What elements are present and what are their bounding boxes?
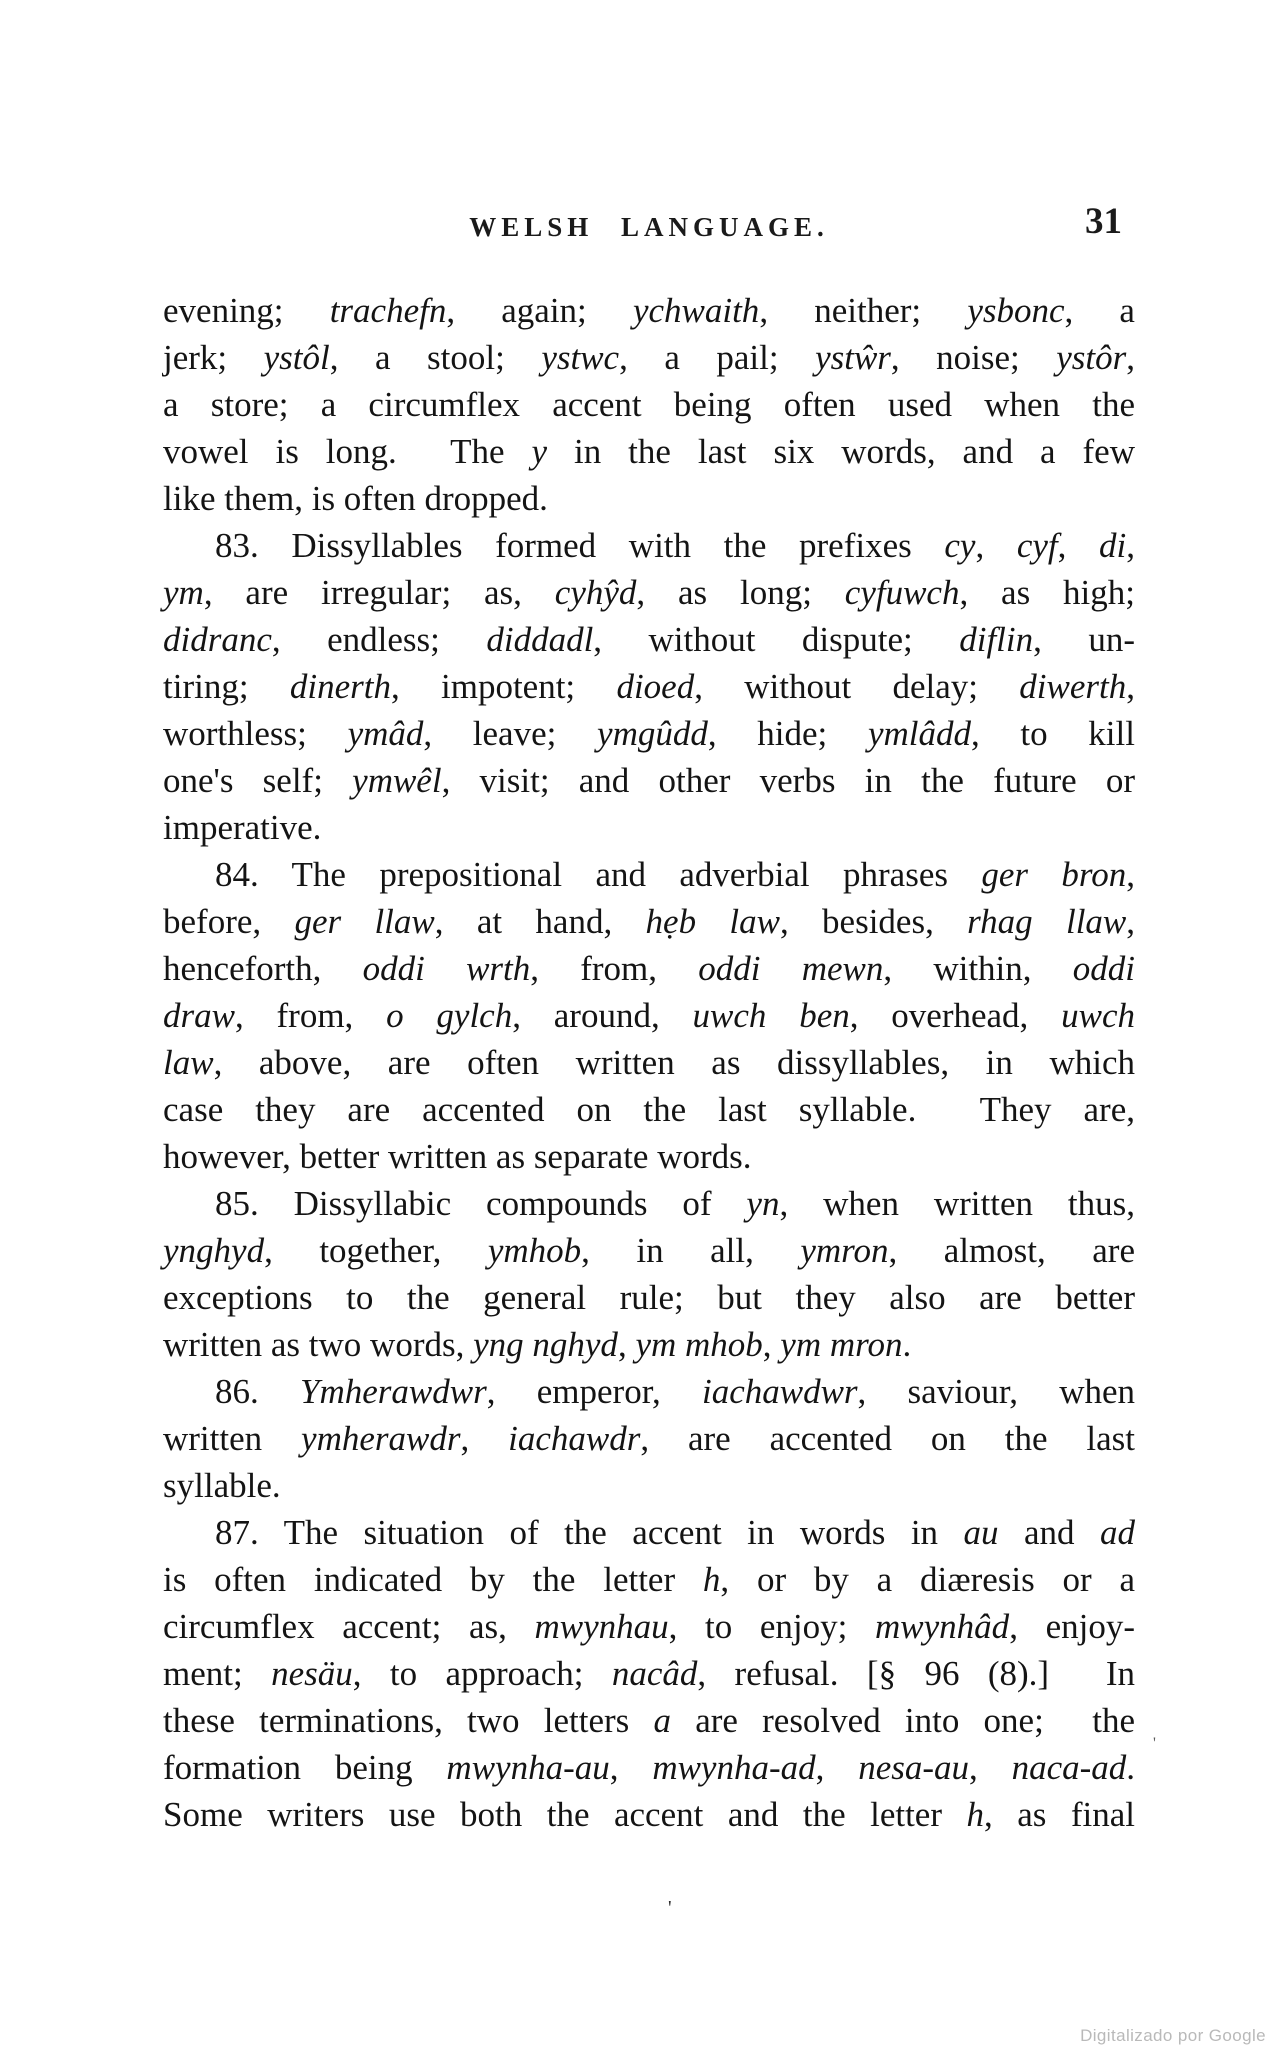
welsh-italic-term: au <box>963 1513 999 1552</box>
text-segment: , without dispute; <box>593 620 960 659</box>
text-segment: , are irregular; as, <box>203 573 555 612</box>
welsh-italic-term: uwch <box>1061 996 1135 1035</box>
welsh-italic-term: ymâd <box>347 714 424 753</box>
welsh-italic-term: ym <box>163 573 204 612</box>
text-segment: , endless; <box>271 620 487 659</box>
text-line <box>163 1509 1135 1556</box>
text-line <box>163 569 1135 616</box>
welsh-italic-term: ymron <box>800 1231 889 1270</box>
text-line <box>163 381 1135 428</box>
text-line <box>163 663 1135 710</box>
welsh-italic-term: nacâd <box>611 1654 698 1693</box>
text-segment: , as high; <box>959 573 1136 612</box>
welsh-italic-term: dinerth <box>289 667 391 706</box>
text-segment: before, <box>163 902 295 941</box>
text-line <box>163 757 1135 804</box>
text-segment: , or by a diæresis or a <box>720 1560 1135 1599</box>
text-segment: a store; a circumflex accent being often used when the <box>163 385 1135 424</box>
welsh-italic-term: trachefn <box>329 291 447 330</box>
welsh-italic-term: y <box>531 432 548 471</box>
text-line <box>163 898 1135 945</box>
welsh-italic-term: mwynhau <box>534 1607 669 1646</box>
text-segment: , as final <box>983 1795 1135 1834</box>
welsh-italic-term: ychwaith <box>632 291 760 330</box>
text-line <box>163 1556 1135 1603</box>
welsh-italic-term: diflin <box>959 620 1034 659</box>
text-segment: Some writers use both the accent and the letter <box>163 1795 967 1834</box>
welsh-italic-term: cyhŷd <box>554 573 637 612</box>
welsh-italic-term: ymgûdd <box>597 714 708 753</box>
welsh-italic-term: ynghyd <box>163 1231 265 1270</box>
google-digitization-watermark: Digitalizado por Google <box>1080 2026 1266 2045</box>
text-segment: , <box>609 1748 653 1787</box>
text-segment: , from, <box>530 949 699 988</box>
text-segment: 86. <box>215 1372 301 1411</box>
text-segment: syllable. <box>163 1466 281 1505</box>
stray-ink-mark: ' <box>668 1897 672 1919</box>
text-line <box>163 1462 1135 1509</box>
welsh-italic-term: diddadl <box>486 620 594 659</box>
text-segment: , without delay; <box>694 667 1020 706</box>
welsh-italic-term: ad <box>1099 1513 1135 1552</box>
welsh-italic-term: iachawdwr <box>701 1372 858 1411</box>
text-segment: , in all, <box>581 1231 801 1270</box>
text-line <box>163 1133 1135 1180</box>
stray-ink-mark: ' <box>1153 1735 1156 1752</box>
text-segment: , from, <box>234 996 387 1035</box>
text-segment: 85. Dissyllabic compounds of <box>215 1184 747 1223</box>
welsh-italic-term: yng nghyd <box>473 1325 618 1364</box>
text-segment: , a stool; <box>329 338 542 377</box>
text-segment: , <box>762 1325 781 1364</box>
welsh-italic-term: mwynhâd <box>875 1607 1010 1646</box>
text-segment: , to enjoy; <box>668 1607 876 1646</box>
welsh-italic-term: ym mhob <box>635 1325 763 1364</box>
text-line <box>163 1603 1135 1650</box>
body-text <box>163 287 1135 1838</box>
welsh-italic-term: ym mron <box>780 1325 903 1364</box>
welsh-italic-term: iachawdr <box>508 1419 641 1458</box>
text-segment: , emperor, <box>486 1372 702 1411</box>
welsh-italic-term: ymlâdd <box>867 714 971 753</box>
text-segment: , <box>1126 338 1136 377</box>
text-segment: , around, <box>512 996 693 1035</box>
welsh-italic-term: mwynha-au <box>446 1748 610 1787</box>
welsh-italic-term: h <box>702 1560 721 1599</box>
text-segment: , visit; and other verbs in the future or <box>441 761 1135 800</box>
text-segment: , to approach; <box>352 1654 612 1693</box>
text-segment: in the last six words, and a few <box>547 432 1135 471</box>
text-line <box>163 1180 1135 1227</box>
text-segment: , enjoy- <box>1009 1607 1135 1646</box>
welsh-italic-term: rhag llaw <box>967 902 1127 941</box>
text-segment: , <box>1126 526 1135 565</box>
welsh-italic-term: yn <box>746 1184 780 1223</box>
text-segment: , <box>1126 855 1135 894</box>
text-segment: vowel is long. The <box>163 432 532 471</box>
welsh-italic-term: a <box>653 1701 671 1740</box>
welsh-italic-term: ymwêl <box>352 761 442 800</box>
text-line <box>163 1274 1135 1321</box>
welsh-italic-term: naca-ad <box>1011 1748 1127 1787</box>
text-segment: , neither; <box>759 291 968 330</box>
text-segment: , are accented on the last <box>640 1419 1136 1458</box>
text-segment: , almost, are <box>888 1231 1135 1270</box>
welsh-italic-term: ystwc <box>541 338 620 377</box>
text-segment: , leave; <box>423 714 598 753</box>
welsh-italic-term: ysbonc <box>967 291 1065 330</box>
text-segment: , <box>1126 902 1136 941</box>
text-segment: , a <box>1064 291 1135 330</box>
text-line <box>163 1415 1135 1462</box>
welsh-italic-term: Ymherawdwr <box>300 1372 487 1411</box>
text-segment: , when written thus, <box>779 1184 1135 1223</box>
text-segment: however, better written as separate words. <box>163 1137 752 1176</box>
text-segment: , <box>617 1325 636 1364</box>
text-segment: circumflex accent; as, <box>163 1607 535 1646</box>
text-segment: , <box>1126 667 1135 706</box>
welsh-italic-term: nesäu <box>271 1654 353 1693</box>
text-segment: , hide; <box>707 714 868 753</box>
text-segment: tiring; <box>163 667 290 706</box>
text-segment: formation being <box>163 1748 447 1787</box>
welsh-italic-term: di <box>1099 526 1127 565</box>
welsh-italic-term: oddi wrth <box>362 949 531 988</box>
text-segment: . <box>1126 1748 1136 1787</box>
welsh-italic-term: oddi mewn <box>698 949 884 988</box>
text-segment: , besides, <box>779 902 968 941</box>
text-segment: , refusal. [§ 96 (8).] In <box>697 1654 1135 1693</box>
text-line <box>163 1227 1135 1274</box>
text-line <box>163 804 1135 851</box>
text-line <box>163 945 1135 992</box>
text-line <box>163 1086 1135 1133</box>
text-segment: imperative. <box>163 808 322 847</box>
text-segment: like them, is often dropped. <box>163 479 548 518</box>
text-segment: , a pail; <box>619 338 816 377</box>
text-segment: 83. Dissyllables formed with the prefixes <box>215 526 945 565</box>
page-number: 31 <box>1085 201 1122 242</box>
text-line <box>163 1650 1135 1697</box>
text-segment: henceforth, <box>163 949 363 988</box>
welsh-italic-term: cyf <box>1016 526 1058 565</box>
text-segment: jerk; <box>163 338 264 377</box>
text-segment: are resolved into one; the <box>670 1701 1135 1740</box>
welsh-italic-term: diwerth <box>1019 667 1127 706</box>
text-line <box>163 1791 1135 1838</box>
welsh-italic-term: draw <box>163 996 235 1035</box>
welsh-italic-term: hẹb law <box>645 902 780 941</box>
text-line <box>163 428 1135 475</box>
text-segment: , to kill <box>970 714 1135 753</box>
text-segment: , as long; <box>636 573 845 612</box>
running-header <box>163 206 1135 246</box>
welsh-italic-term: o gylch <box>386 996 513 1035</box>
text-line <box>163 710 1135 757</box>
welsh-italic-term: law <box>163 1043 214 1082</box>
welsh-italic-term: h <box>966 1795 984 1834</box>
welsh-italic-term: oddi <box>1072 949 1135 988</box>
text-line <box>163 992 1135 1039</box>
welsh-italic-term: ger llaw <box>294 902 435 941</box>
text-line <box>163 1744 1135 1791</box>
text-segment: 84. The prepositional and adverbial phrases <box>215 855 982 894</box>
welsh-italic-term: mwynha-ad <box>652 1748 816 1787</box>
welsh-italic-term: ystôl <box>263 338 330 377</box>
text-line <box>163 1039 1135 1086</box>
text-segment: , above, are often written as dissyllables, in which <box>213 1043 1135 1082</box>
text-segment: , within, <box>883 949 1073 988</box>
welsh-italic-term: ymherawdr <box>301 1419 461 1458</box>
text-line <box>163 1321 1135 1368</box>
text-segment: written as two words, <box>163 1325 474 1364</box>
welsh-italic-term: uwch ben <box>692 996 850 1035</box>
text-line <box>163 851 1135 898</box>
text-segment: 87. The situation of the accent in words in <box>215 1513 964 1552</box>
text-segment: and <box>998 1513 1100 1552</box>
text-segment: one's self; <box>163 761 353 800</box>
text-segment: , <box>1057 526 1100 565</box>
text-segment: , noise; <box>890 338 1057 377</box>
text-segment: , <box>969 1748 1012 1787</box>
welsh-italic-term: cy <box>944 526 976 565</box>
welsh-italic-term: ymhob <box>487 1231 582 1270</box>
text-segment: exceptions to the general rule; but they also are better <box>163 1278 1135 1317</box>
text-segment: . <box>902 1325 912 1364</box>
text-segment: written <box>163 1419 302 1458</box>
text-segment: worthless; <box>163 714 348 753</box>
text-segment: , together, <box>264 1231 488 1270</box>
text-line <box>163 475 1135 522</box>
text-segment: case they are accented on the last syllable. They are, <box>163 1090 1135 1129</box>
text-segment: evening; <box>163 291 330 330</box>
text-segment: these terminations, two letters <box>163 1701 654 1740</box>
welsh-italic-term: dioed <box>616 667 695 706</box>
text-segment: , overhead, <box>849 996 1062 1035</box>
text-segment: , <box>975 526 1017 565</box>
text-line <box>163 522 1135 569</box>
text-line <box>163 1368 1135 1415</box>
text-segment: is often indicated by the letter <box>163 1560 703 1599</box>
text-line <box>163 334 1135 381</box>
welsh-italic-term: cyfuwch <box>844 573 960 612</box>
page-title: WELSH LANGUAGE. <box>469 212 829 242</box>
text-segment: , at hand, <box>434 902 646 941</box>
text-line <box>163 287 1135 334</box>
welsh-italic-term: ger bron <box>981 855 1127 894</box>
welsh-italic-term: nesa-au <box>858 1748 970 1787</box>
text-segment: , impotent; <box>390 667 617 706</box>
text-line <box>163 616 1135 663</box>
text-segment: , <box>815 1748 859 1787</box>
text-segment: , <box>460 1419 509 1458</box>
text-segment: ment; <box>163 1654 272 1693</box>
welsh-italic-term: ystŵr <box>815 338 891 377</box>
text-segment: , un- <box>1033 620 1136 659</box>
welsh-italic-term: didranc <box>163 620 272 659</box>
text-segment: , again; <box>446 291 633 330</box>
text-line <box>163 1697 1135 1744</box>
text-segment: , saviour, when <box>857 1372 1136 1411</box>
welsh-italic-term: ystôr <box>1056 338 1127 377</box>
